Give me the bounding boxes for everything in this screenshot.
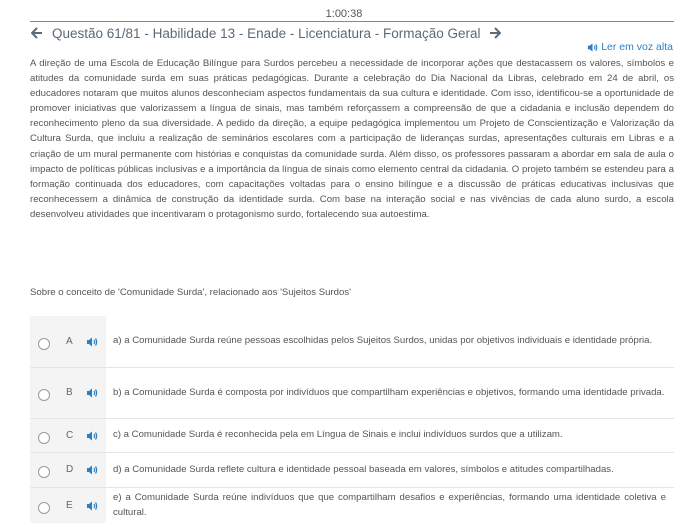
option-letter: C [66,429,74,441]
radio-c[interactable] [38,432,50,444]
radio-e[interactable] [38,502,50,514]
arrow-left-icon[interactable] [30,26,44,40]
speaker-icon[interactable] [86,386,98,398]
radio-d[interactable] [38,466,50,478]
option-text: b) a Comunidade Surda é composta por indivíduos que compartilham experiências e objetivos, formando uma identidade privada. [113,386,665,398]
option-b[interactable] [30,367,674,418]
question-prompt: Sobre o conceito de 'Comunidade Surda', relacionado aos 'Sujeitos Surdos' [30,287,351,298]
speaker-icon[interactable] [86,335,98,347]
option-c[interactable] [30,418,674,452]
option-e[interactable] [30,487,674,523]
divider [30,21,674,22]
question-header [30,24,674,42]
option-text: e) a Comunidade Surda reúne indivíduos que que compartilham desafios e experiências, formando uma identidade coletiva e cultural. [113,492,666,518]
option-text: a) a Comunidade Surda reúne pessoas escolhidas pelos Sujeitos Surdos, unidas por objetivos individuais e identidade própria. [113,335,653,347]
question-title: Questão 61/81 - Habilidade 13 - Enade - Licenciatura - Formação Geral [52,25,481,41]
exam-timer: 1:00:38 [325,8,363,20]
speaker-icon[interactable] [86,499,98,511]
option-text: c) a Comunidade Surda é reconhecida pela em Língua de Sinais e inclui indivíduos surdos que a utilizam. [113,429,563,441]
read-aloud-button[interactable] [587,41,673,53]
option-letter: E [66,499,73,511]
option-letter: A [66,335,73,347]
radio-b[interactable] [38,389,50,401]
option-d[interactable] [30,452,674,487]
question-passage: A direção de uma Escola de Educação Bilíngue para Surdos percebeu a necessidade de incorporar ações que destacassem os valores, símbolos e atitudes da comunidade surda em suas práticas pedagógicas. Durante a celebração do Dia Nacional da Libras, celebrado em 24 de abril, os educadores notaram que muitos alunos desconheciam aspectos fundamentais da sua cultura e identidade. Com isso, identificou-se a oportunidade de promover iniciativas que valorizassem a língua de sinais, mas também reforçassem a compreensão de que a cidadania e inclusão dependem do reconhecimento pleno da sua diversidade. A pedido da direção, a equipe pedagógica implementou um Projeto de Conscientização e Valorização da Cultura Surda, que incluiu a realização de seminários escolares com a participação de lideranças surdas, apresentações culturais em Libras e a criação de um mural permanente com histórias e conquistas da comunidade surda. Além disso, os professores passaram a abordar em sala de aula o impacto de políticas públicas inclusivas e a importância da língua de sinais como elemento central da cidadania. O projeto também se estendeu para a formação continuada dos educadores, com capacitações voltadas para o ensino bilíngue e a discussão de práticas educativas inclusivas que reconhecessem a dinâmica de construção da identidade surda. Com base na interação social e nas vivências de cada aluno surdo, a escola desenvolveu atividades que incentivaram o protagonismo surdo, fortalecendo sua autoestima. [30,58,674,220]
radio-a[interactable] [38,338,50,350]
speaker-icon[interactable] [86,429,98,441]
option-text: d) a Comunidade Surda reflete cultura e identidade pessoal baseada em valores, símbolos e atitudes compartilhadas. [113,463,614,475]
speaker-icon [587,42,598,53]
option-a[interactable] [30,316,674,367]
answer-options [30,316,674,523]
speaker-icon[interactable] [86,463,98,475]
arrow-right-icon[interactable] [488,26,502,40]
option-letter: B [66,387,73,398]
read-aloud-label: Ler em voz alta [601,41,673,53]
option-letter: D [66,464,74,475]
